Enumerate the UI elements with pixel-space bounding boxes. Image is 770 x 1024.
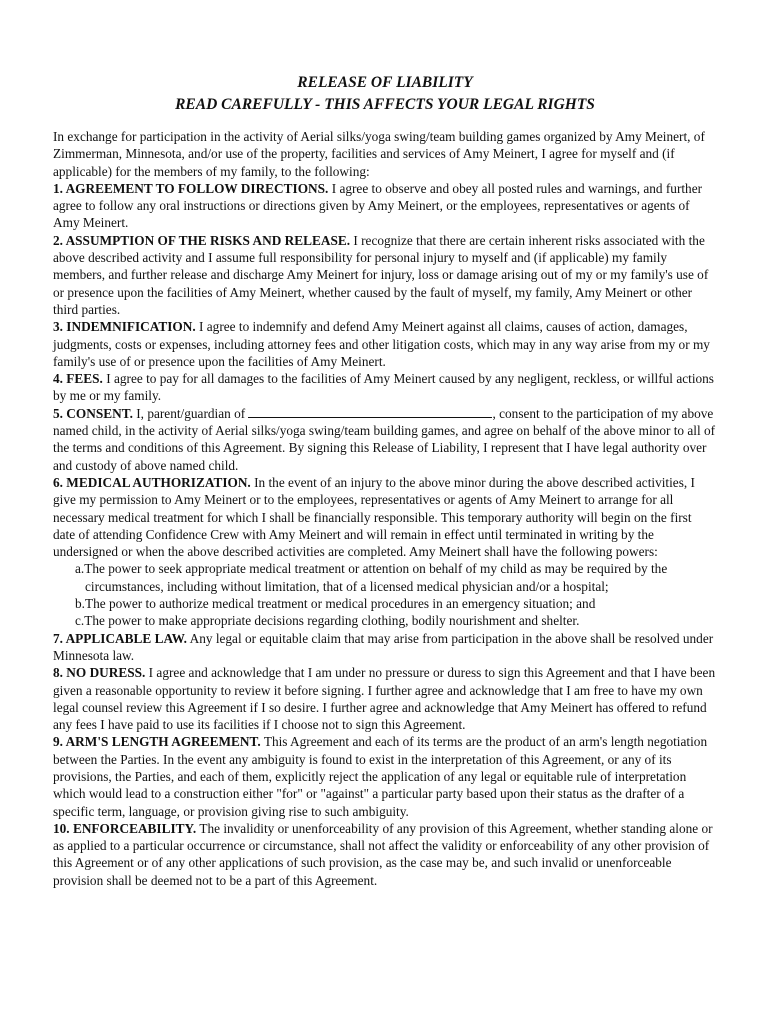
section-heading: 9. ARM'S LENGTH AGREEMENT. (53, 734, 261, 750)
document-body (53, 128, 717, 889)
section-heading: 2. ASSUMPTION OF THE RISKS AND RELEASE. (53, 232, 351, 248)
section-text: Any legal or equitable claim that may arise from participation in the above shall be resolved under Minnesota law. (53, 630, 714, 663)
section-text: I agree to pay for all damages to the facilities of Amy Meinert caused by any negligent, reckless, or willful actions by me or my family. (53, 371, 714, 404)
consent-text-before: I, parent/guardian of (132, 405, 249, 421)
document-title: RELEASE OF LIABILITY (297, 74, 473, 91)
section-heading: 7. APPLICABLE LAW. (53, 630, 187, 646)
section-text: I recognize that there are certain inherent risks associated with the above described activity and I assume full responsibility for personal injury to myself and (if applicable) my family members, and further release and discharge Amy Meinert for injury, loss or damage arising out of my or my family's use of or presence upon the facilities of Amy Meinert, whether caused by the fault of myself, my family, Amy Meinert or other third parties. (53, 232, 709, 317)
document-subtitle: READ CAREFULLY - THIS AFFECTS YOUR LEGAL RIGHTS (175, 96, 595, 113)
medical-power-item: c.The power to make appropriate decisions regarding clothing, bodily nourishment and shelter. (75, 613, 580, 629)
section-heading: 8. NO DURESS. (53, 665, 146, 681)
section-medical-authorization (53, 474, 717, 560)
section-heading: 5. CONSENT. (53, 405, 133, 421)
section-heading: 6. MEDICAL AUTHORIZATION. (53, 474, 251, 490)
section-text: I agree and acknowledge that I am under no pressure or duress to sign this Agreement and that I have been given a reasonable opportunity to review it before signing. I further agree and acknowledge that I am free to have my own legal counsel review this Agreement if I so desire. I further agree and acknowledge that Amy Meinert has offered to refund any fees I have paid to use its facilities if I choose not to sign this Agreement. (53, 665, 716, 733)
section-text: In the event of an injury to the above minor during the above described activities, I give my permission to Amy Meinert or to the employees, representatives or agents of Amy Meinert to arrange for all necessary medical treatment for which I shall be financially responsible. This temporary authority will begin on the first date of attending Confidence Crew with Amy Meinert and will remain in effect until terminated in writing by the undersigned or when the above described activities are completed. Amy Meinert shall have the following powers: (53, 474, 695, 560)
medical-power-item: b.The power to authorize medical treatment or medical procedures in an emergency situation; and (75, 596, 596, 612)
section-consent (53, 405, 717, 474)
medical-powers-list (53, 560, 717, 629)
release-document (53, 72, 717, 889)
section-text: I agree to observe and obey all posted rules and warnings, and further agree to follow any oral instructions or directions given by Amy Meinert, or the employees, representatives or agents of Amy Meinert. (53, 180, 703, 231)
section-text: This Agreement and each of its terms are the product of an arm's length negotiation between the Parties. In the event any ambiguity is found to exist in the interpretation of this Agreement, or any of its provisions, the Parties, and each of them, explicitly reject the application of any legal or equitable rule of interpretation which would lead to a construction either "for" or "against" a particular party based upon their status as the drafter of a specific term, language, or provision giving rise to such ambiguity. (53, 734, 708, 819)
child-name-blank[interactable] (248, 406, 492, 418)
section-indemnification (53, 318, 717, 370)
section-follow-directions (53, 180, 717, 232)
medical-power-item: a.The power to seek appropriate medical treatment or attention on behalf of my child as may be required by the circumstances, including without limitation, that of a licensed medical physician and/or a hospital; (75, 561, 668, 594)
section-no-duress (53, 664, 717, 733)
section-fees (53, 370, 717, 405)
section-heading: 4. FEES. (53, 371, 103, 387)
section-arms-length (53, 733, 717, 819)
section-heading: 1. AGREEMENT TO FOLLOW DIRECTIONS. (53, 180, 329, 196)
section-applicable-law (53, 630, 717, 665)
section-heading: 3. INDEMNIFICATION. (53, 319, 196, 335)
section-heading: 10. ENFORCEABILITY. (53, 820, 197, 836)
intro-paragraph: In exchange for participation in the activity of Aerial silks/yoga swing/team building games organized by Amy Meinert, of Zimmerman, Minnesota, and/or use of the property, facilities and services of Amy Meinert, I agree for myself and (if applicable) for the members of my family, to the following: (53, 129, 705, 179)
section-text: The invalidity or unenforceability of any provision of this Agreement, whether standing alone or as applied to a particular occurrence or circumstance, shall not affect the validity or enforceability of any other provision of this Agreement or of any other applications of such provision, as the case may be, and such invalid or unenforceable provision shall be deemed not to be a part of this Agreement. (53, 820, 713, 888)
section-enforceability (53, 820, 717, 889)
consent-text-after: , consent to the participation of my above named child, in the activity of Aerial silks/yoga swing/team building games, and agree on behalf of the above minor to all of the terms and conditions of this Agreement. By signing this Release of Liability, I represent that I have legal authority over and custody of above named child. (53, 405, 716, 473)
section-text: I agree to indemnify and defend Amy Meinert against all claims, causes of action, damages, judgments, costs or expenses, including attorney fees and other litigation costs, which may in any way arise from my or my family's use of or presence upon the facilities of Amy Meinert. (53, 319, 710, 369)
section-assumption-of-risks (53, 232, 717, 318)
